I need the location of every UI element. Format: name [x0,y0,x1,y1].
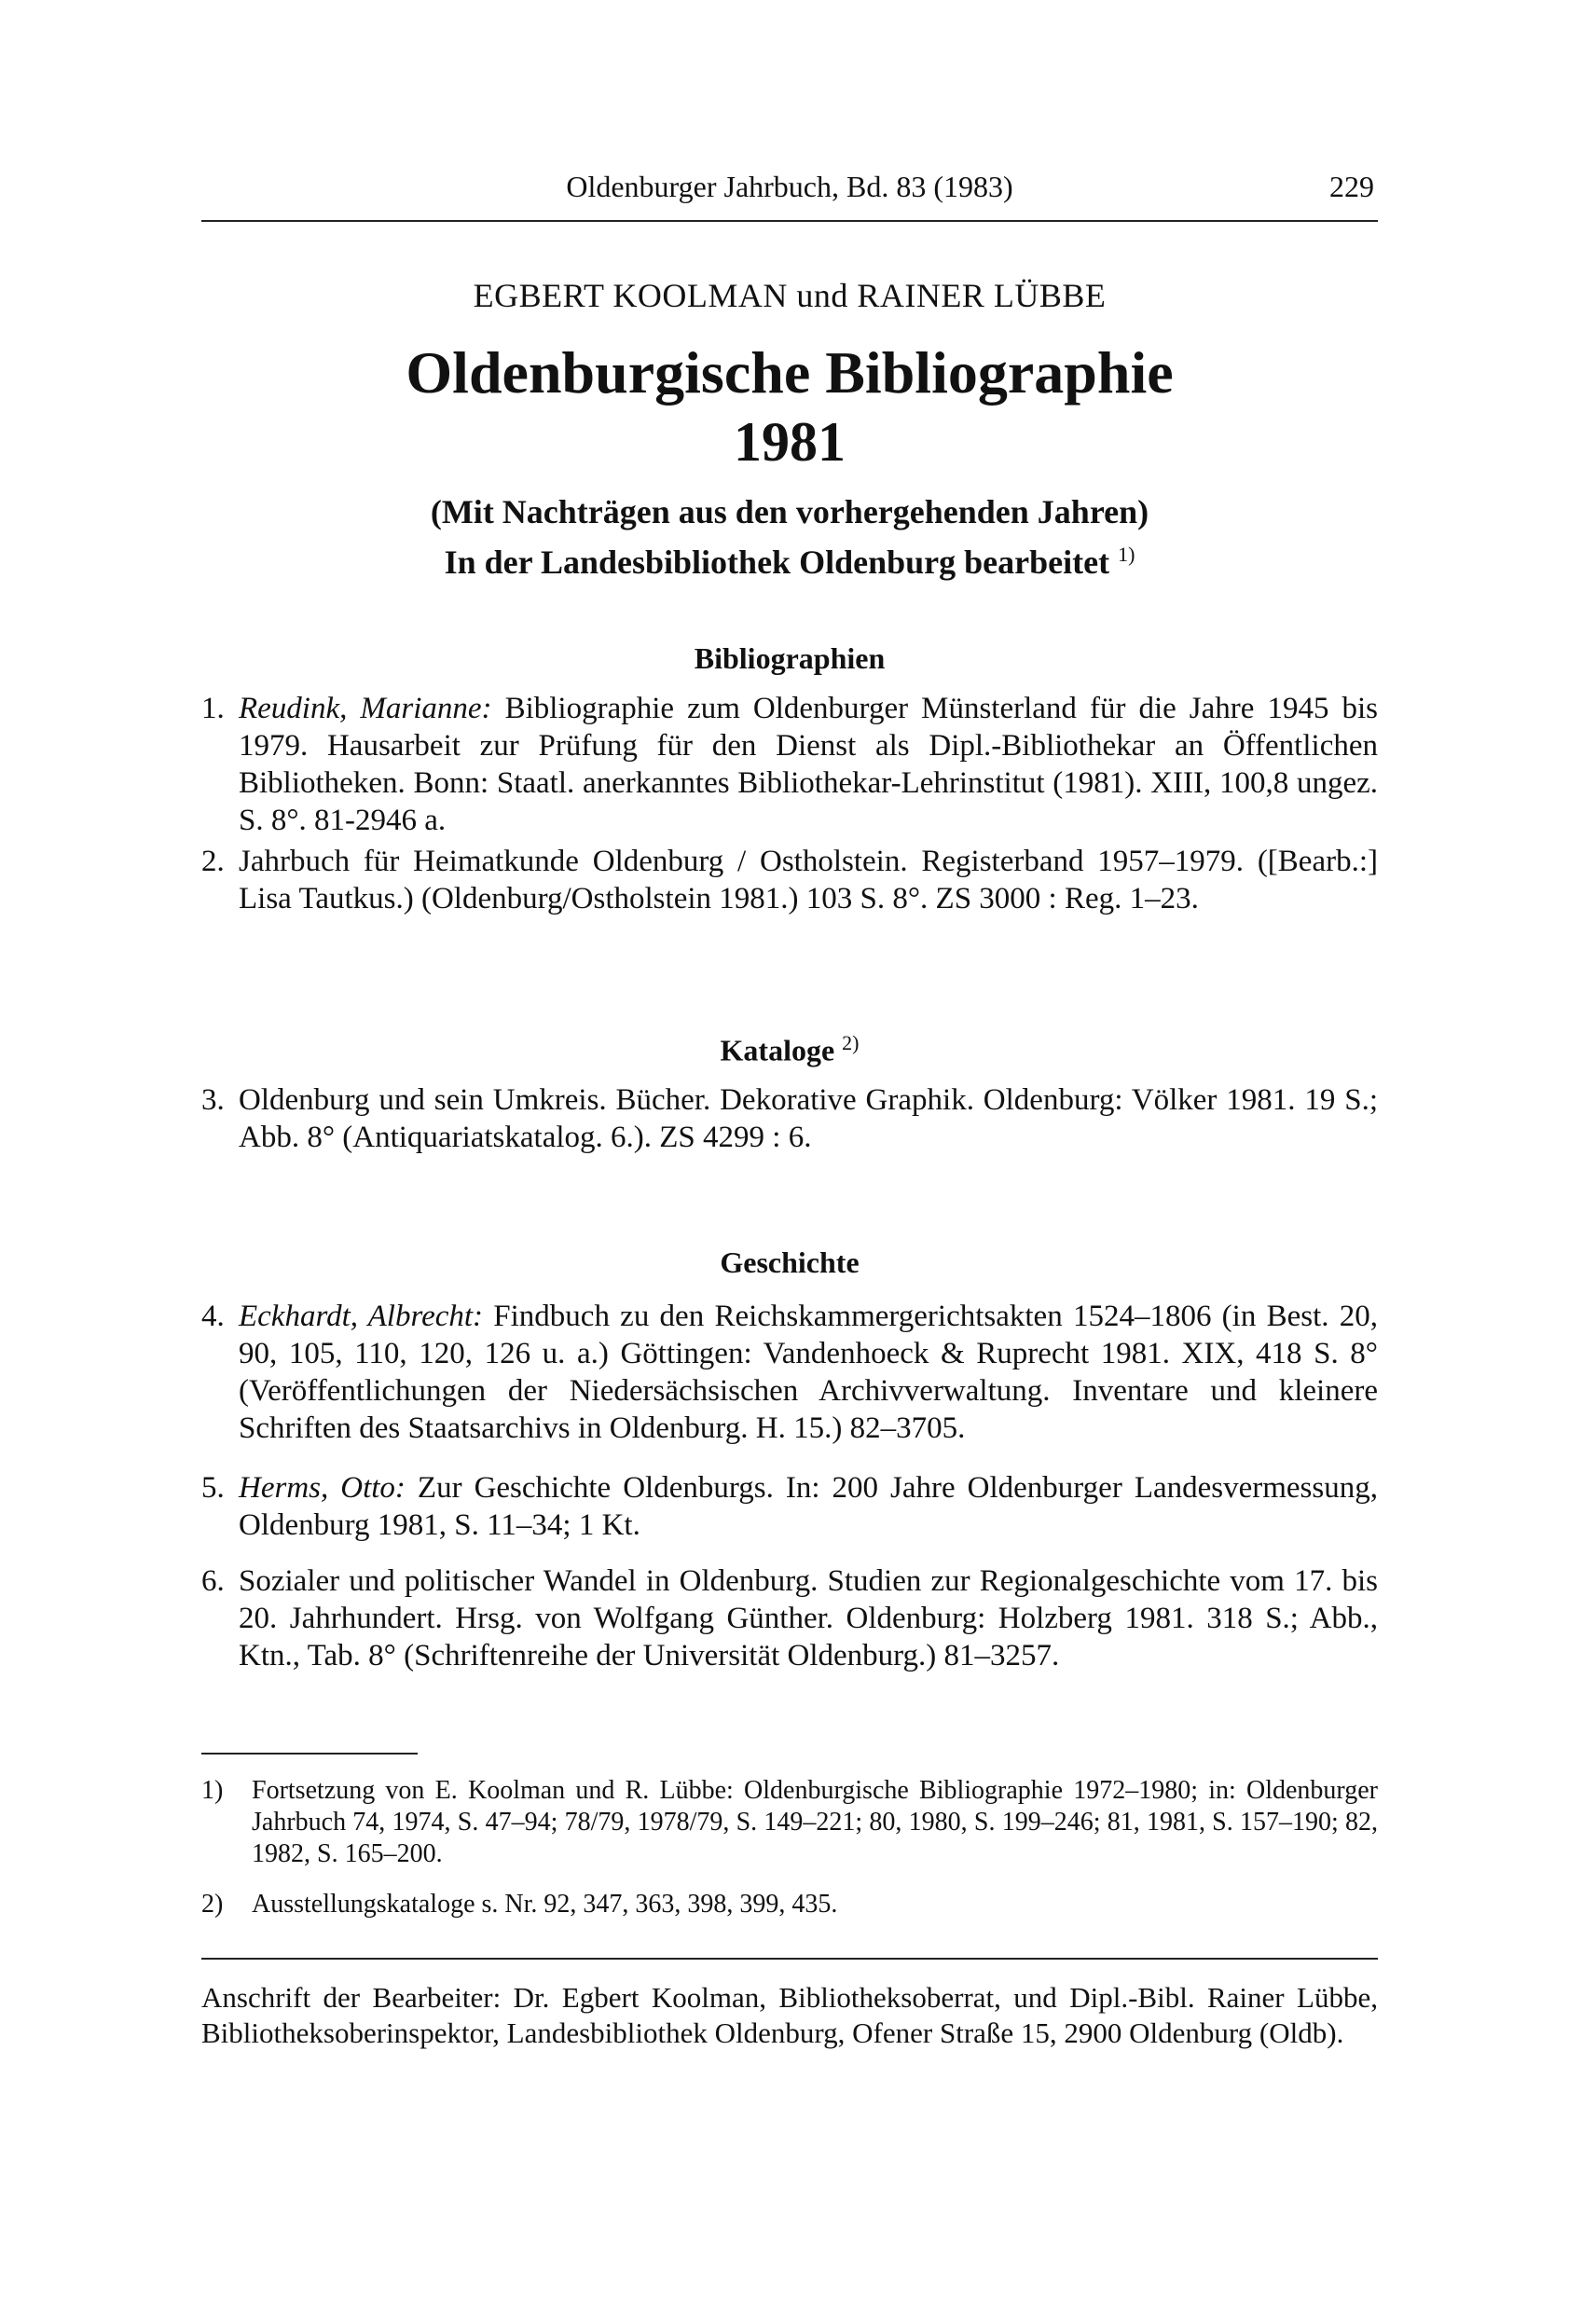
footnote-text: Ausstellungskataloge s. Nr. 92, 347, 363, 398, 399, 435. [252,1890,838,1919]
entry-author: Reudink, Marianne: [239,692,492,725]
article-title: Oldenburgische Bibliographie [406,339,1174,406]
entry-body [201,1081,1378,1156]
journal-citation: Oldenburger Jahrbuch, Bd. 83 (1983) [566,170,1013,203]
footnote-1 [201,1775,1378,1870]
footnote-mark: 2) [201,1890,224,1919]
entry-text: Jahrbuch für Heimatkunde Oldenburg / Ostholstein. Registerband 1957–1979. ([Bearb.:] Lisa Tautkus.) (Oldenburg/Ostholstein 1981.) 103 S. 8°. ZS 3000 : Reg. 1–23. [239,845,1378,915]
entry-author: Herms, Otto: [239,1471,406,1505]
entry-body [201,1469,1378,1544]
article-subtitle-supplements: (Mit Nachträgen aus den vorhergehenden Jahren) [430,493,1149,530]
entry-text: Oldenburg und sein Umkreis. Bücher. Dekorative Graphik. Oldenburg: Völker 1981. 19 S.; Abb. 8° (Antiquariatskatalog. 6.). ZS 4299 : 6. [239,1083,1378,1154]
entry-body [201,843,1378,917]
section-heading-kataloge [201,1031,1378,1068]
entry-body [201,1298,1378,1447]
footnote-mark: 1) [201,1776,224,1805]
entry-text: Findbuch zu den Reichskammergerichtsakten 1524–1806 (in Best. 20, 90, 105, 110, 120, 126 u. a.) Göttingen: Vandenhoeck & Ruprecht 1981. XIX, 418 S. 8° (Veröffentlichungen der Niedersächsischen Archivverwaltung. Inventare und kleinere Schriften des Staatsarchivs in Oldenburg. H. 15.) 82–3705. [239,1300,1378,1445]
header-rule [201,220,1378,222]
entry-text: Bibliographie zum Oldenburger Münsterland für die Jahre 1945 bis 1979. Hausarbeit zur Prüfung für den Dienst als Dipl.-Bibliothekar an Öffentlichen Bibliotheken. Bonn: Staatl. anerkanntes Bibliothekar-Lehrinstitut (1981). XIII, 100,8 ungez. S. 8°. 81-2946 a. [239,692,1378,837]
footnote-2 [201,1889,1378,1920]
section-heading-text: Bibliographien [694,641,886,675]
document-page [201,0,1378,2312]
editor-address: Anschrift der Bearbeiter: Dr. Egbert Koolman, Bibliotheksoberrat, und Dipl.-Bibl. Rainer Lübbe, Bibliotheksoberinspektor, Landesbibliothek Oldenburg, Ofener Straße 15, 2900 Oldenburg (Oldb). [201,1981,1378,2049]
footnote-text: Fortsetzung von E. Koolman und R. Lübbe: Oldenburgische Bibliographie 1972–1980; in: Oldenburger Jahrbuch 74, 1974, S. 47–94; 78/79, 1978/79, S. 149–221; 80, 1980, S. 199–246; 81, 1981, S. 157–190; 82, 1982, S. 165–200. [252,1776,1378,1868]
entry-body [201,690,1378,839]
section-heading-bibliographien [201,641,1378,676]
section-heading-text: Kataloge [720,1033,835,1067]
bibliography-entry-5 [201,1469,1378,1544]
entry-text: Zur Geschichte Oldenburgs. In: 200 Jahre Oldenburger Landesvermessung, Oldenburg 1981, S. 11–34; 1 Kt. [239,1471,1378,1542]
page-number: 229 [1329,170,1374,203]
entry-number: 5. [201,1471,225,1505]
footnote-ref-2[interactable]: 2) [842,1031,860,1054]
entry-author: Eckhardt, Albrecht: [239,1300,484,1333]
section-heading-geschichte [201,1245,1378,1280]
entry-text: Sozialer und politischer Wandel in Oldenburg. Studien zur Regionalgeschichte vom 17. bis 20. Jahrhundert. Hrsg. von Wolfgang Günther. Oldenburg: Holzberg 1981. 318 S.; Abb., Ktn., Tab. 8° (Schriftenreihe der Universität Oldenburg.) 81–3257. [239,1564,1378,1672]
running-head [201,164,1378,211]
footnote-ref-1[interactable]: 1) [1118,543,1135,566]
article-authors: EGBERT KOOLMAN und RAINER LÜBBE [473,277,1107,314]
bibliography-entry-4 [201,1298,1378,1447]
article-subtitle-library [201,543,1378,582]
entry-number: 6. [201,1564,225,1598]
address-rule [201,1958,1378,1960]
bibliography-entry-1 [201,690,1378,839]
section-heading-text: Geschichte [720,1245,860,1279]
footnote-rule [201,1753,418,1755]
bibliography-entry-3 [201,1081,1378,1156]
bibliography-entry-2 [201,843,1378,917]
entry-number: 4. [201,1300,225,1333]
bibliography-entry-6 [201,1562,1378,1674]
entry-number: 1. [201,692,225,725]
article-year: 1981 [734,411,846,473]
entry-number: 3. [201,1083,225,1117]
entry-body [201,1562,1378,1674]
entry-number: 2. [201,845,225,878]
subtitle-library-text: In der Landesbibliothek Oldenburg bearbeitet [444,544,1110,581]
